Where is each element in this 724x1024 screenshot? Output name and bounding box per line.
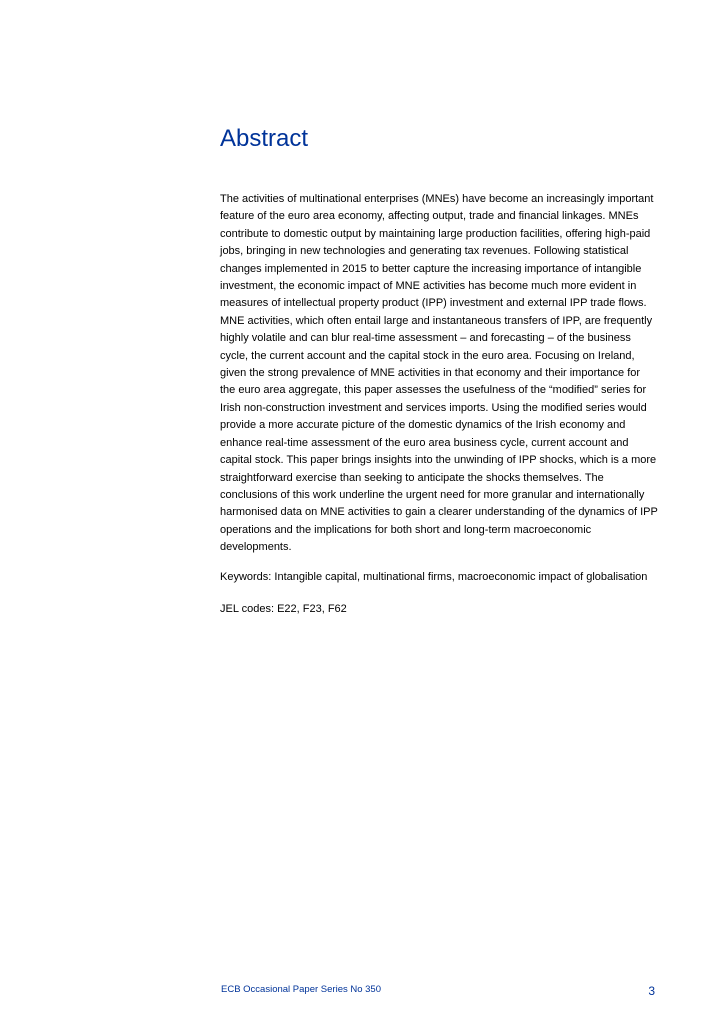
- abstract-body: [220, 191, 658, 618]
- jel-codes-paragraph: JEL codes: E22, F23, F62: [220, 602, 347, 615]
- footer-series-title: ECB Occasional Paper Series No 350: [221, 984, 381, 995]
- keywords-paragraph: Keywords: Intangible capital, multinational firms, macroeconomic impact of globalisation: [220, 570, 648, 583]
- page-title: Abstract: [220, 125, 309, 152]
- abstract-paragraph: The activities of multinational enterprises (MNEs) have become an increasingly important feature of the euro area economy, affecting output, trade and financial linkages. MNEs contribute to domestic output by maintaining large production facilities, offering high-paid jobs, bringing in new technologies and generating tax revenues. Following statistical changes implemented in 2015 to better capture the increasing importance of intangible investment, the economic impact of MNE activities has become much more evident in measures of intellectual property product (IPP) investment and external IPP trade flows. MNE activities, which often entail large and instantaneous transfers of IPP, are frequently highly volatile and can blur real-time assessment – and forecasting – of the business cycle, the current account and the capital stock in the euro area. Focusing on Ireland, given the strong prevalence of MNE activities in that economy and their importance for the euro area aggregate, this paper assesses the usefulness of the “modified” series for Irish non-construction investment and services imports. Using the modified series would provide a more accurate picture of the domestic dynamics of the Irish economy and enhance real-time assessment of the euro area business cycle, current account and capital stock. This paper brings insights into the unwinding of IPP shocks, which is a more straightforward exercise than seeking to anticipate the shocks themselves. The conclusions of this work underline the urgent need for more granular and internationally harmonised data on MNE activities to gain a clearer understanding of the dynamics of IPP operations and the implications for both short and long-term macroeconomic developments.: [220, 193, 658, 554]
- footer-page-number: 3: [648, 984, 655, 998]
